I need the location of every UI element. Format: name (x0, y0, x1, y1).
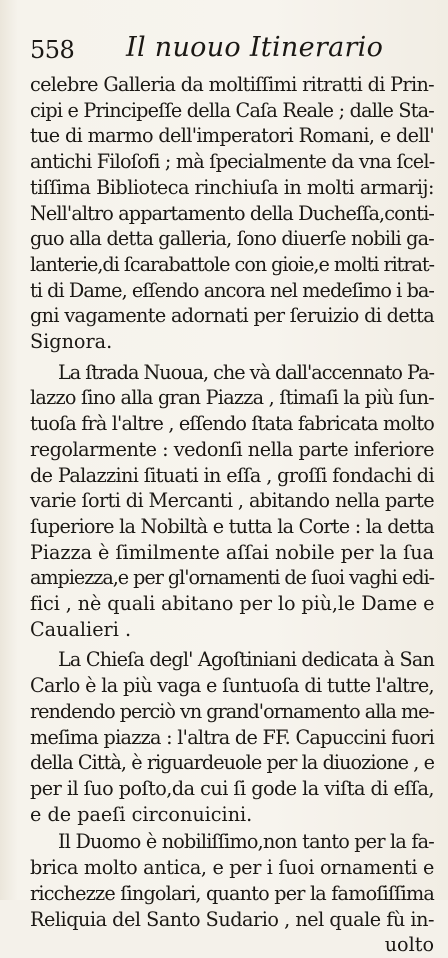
text-line: tuoſa frà l'altre , eſſendo ſtata fabricata molto (30, 412, 434, 436)
text-line: antichi Filoſofi ; mà ſpecialmente da vna ſcel- (30, 150, 435, 174)
page-number: 558 (30, 36, 75, 64)
text-line: varie ſorti di Mercanti , abitando nella parte (30, 489, 434, 513)
catchword: uolto (384, 933, 434, 957)
text-line: tue di marmo dell'imperatori Romani, e dell' (30, 124, 434, 148)
running-title: Il nuouo Itinerario (126, 32, 384, 63)
text-line: meſima piazza : l'altra de FF. Capuccini fuori (30, 725, 434, 749)
text-line: de Palazzini ſituati in eſſa , groſſi fondachi di (30, 463, 434, 487)
text-line: per il ſuo poſto,da cui ſi gode la viſta di eſſa, (30, 776, 434, 800)
text-line: lanterie,di ſcarabattole con gioie,e molti ritrat- (30, 252, 434, 276)
text-line: cipi e Principeſſe della Caſa Reale ; dalle Sta- (30, 98, 434, 122)
text-line: brica molto antica, e per i ſuoi ornamenti e (30, 856, 434, 880)
text-line: Signora. (30, 330, 113, 354)
text-line: La ſtrada Nuoua, che và dall'accennato Pa- (58, 360, 434, 384)
text-line: Reliquia del Santo Sudario , nel quale fù in- (30, 907, 434, 931)
paragraph-galleria (30, 72, 434, 355)
body-text (30, 72, 434, 958)
text-line: fici , nè quali abitano per lo più,le Dame e (30, 592, 435, 616)
text-line: Il Duomo è nobiliſſimo,non tanto per la fa- (58, 830, 434, 854)
paragraph-duomo (30, 829, 434, 958)
text-line: tiſſima Biblioteca rinchiuſa in molti armarij: (30, 175, 434, 199)
paragraph-chiesa (30, 647, 434, 827)
text-line: Carlo è la più vaga e ſuntuoſa di tutte l'altre, (30, 674, 434, 698)
text-line: ampiezza,e per gl'ornamenti de ſuoi vaghi edi- (30, 566, 434, 590)
text-line: e de paeſi circonuicini. (30, 802, 253, 826)
text-line: ſuperiore la Nobiltà e tutta la Corte : la detta (30, 514, 434, 538)
text-line: guo alla detta galleria, ſono diuerſe nobili ga- (30, 227, 434, 251)
text-line: Caualieri . (30, 617, 132, 641)
text-line: rendendo perciò vn grand'ornamento alla me- (30, 699, 434, 723)
text-line: ricchezze ſingolari, quanto per la famoſiſſima (30, 881, 434, 905)
running-head (30, 30, 434, 64)
text-line: Piazza è ſimilmente aſſai nobile per la ſua (30, 540, 434, 564)
text-line: lazzo ſino alla gran Piazza , ſtimaſi la più ſun- (30, 386, 434, 410)
paragraph-strada-nuoua (30, 360, 434, 643)
text-line: ti di Dame, eſſendo ancora nel medeſimo i ba- (30, 278, 434, 302)
text-line: della Città, è riguardeuole per la diuozione , e (30, 751, 434, 775)
text-line: regolarmente : vedonſi nella parte inferiore (30, 437, 434, 461)
text-line: Nell'altro appartamento della Ducheſſa,conti- (30, 201, 434, 225)
text-line: La Chieſa degl' Agoſtiniani dedicata à San (58, 648, 434, 672)
text-line: gni vagamente adornati per ſeruizio di detta (30, 304, 434, 328)
text-line: celebre Galleria da moltiſſimi ritratti di Prin- (30, 73, 434, 96)
